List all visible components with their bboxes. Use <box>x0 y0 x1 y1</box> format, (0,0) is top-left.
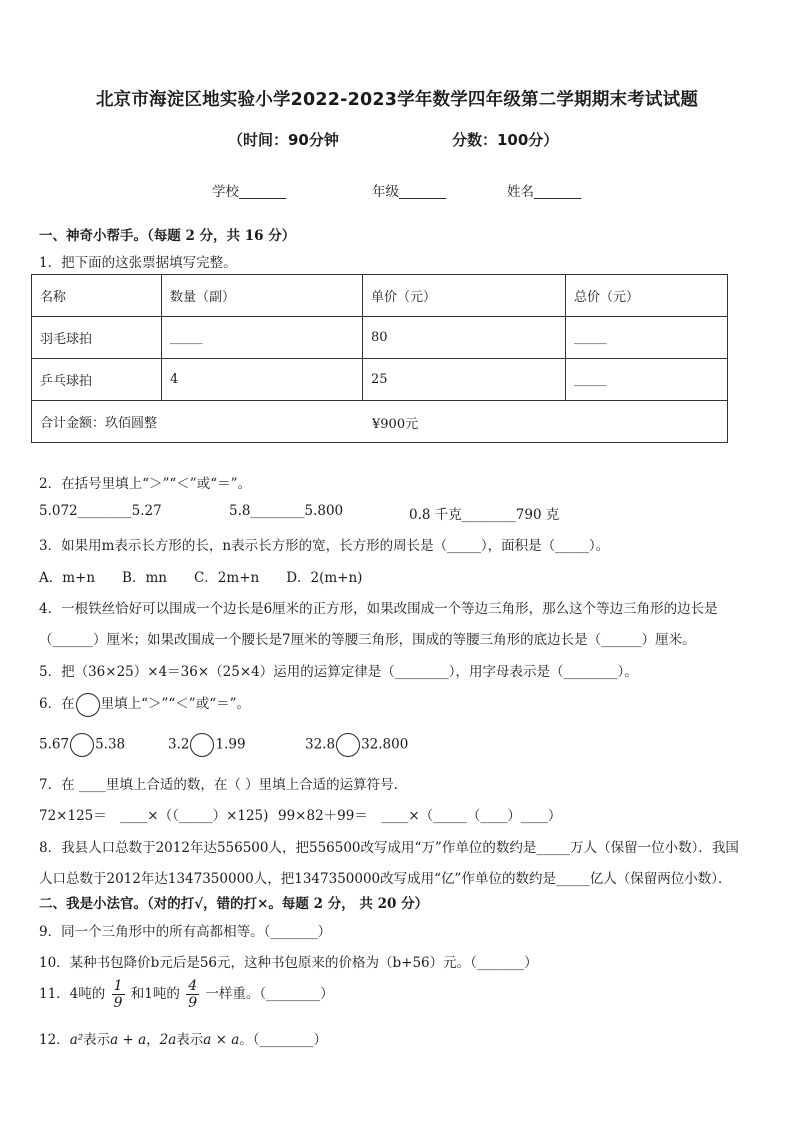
header-cell: 单价（元） <box>363 275 566 317</box>
q6-left: 5.67 <box>39 736 70 753</box>
q2-item: 5.072________5.27 <box>39 503 162 519</box>
table-header-row <box>32 275 728 317</box>
section2-heading: 二、我是小法官。（对的打√，错的打×。每题 2 分， 共 20 分） <box>39 896 429 912</box>
q6-right: 32.800 <box>361 736 409 753</box>
table-cell: 羽毛球拍 <box>32 317 162 359</box>
q12-text: 表示 <box>176 1032 204 1048</box>
question-8-line2: 人口总数于2012年达1347350000人，把1347350000改写成用“亿”作单位的数约是_____亿人（保留两位小数）． <box>39 871 732 887</box>
q2-item: 0.8 千克________790 克 <box>409 507 560 523</box>
q6-item <box>168 733 246 757</box>
name-field: 姓名_______ <box>507 184 582 200</box>
math-expression: a² <box>69 1032 84 1048</box>
question-2: 2．在括号里填上“＞”“＜”或“＝”。 <box>39 476 251 492</box>
section1-heading: 一、神奇小帮手。（每题 2 分，共 16 分） <box>39 228 296 244</box>
question-8-line1: 8．我县人口总数于2012年达556500人，把556500改写成用“万”作单位的数约是_____万人（保留一位小数）．我国 <box>39 840 739 856</box>
table-cell: _____ <box>162 317 363 359</box>
question-10: 10．某种书包降价b元后是56元，这种书包原来的价格为（b+56）元。（_______） <box>39 955 538 971</box>
question-9: 9．同一个三角形中的所有高都相等。（_______） <box>39 924 332 940</box>
total-value: ¥900元 <box>372 417 419 432</box>
fraction-four-ninths: $\frac{4}{9}$ <box>188 978 198 1011</box>
q7-item-b: 99×82＋99＝ ____×（_____（____）____） <box>278 808 562 824</box>
question-11 <box>39 978 334 1011</box>
math-expression: 2a <box>159 1032 177 1048</box>
school-field: 学校_______ <box>212 184 287 200</box>
question-5: 5．把（36×25）×4＝36×（25×4）运用的运算定律是（________），用字母表示是（________）。 <box>39 664 638 680</box>
table-total-row <box>32 401 728 443</box>
q6-prefix: 6．在 <box>39 696 75 712</box>
question-4-line2: （______）厘米；如果改围成一个腰长是7厘米的等腰三角形，围成的等腰三角形的底边长是（______）厘米。 <box>39 632 696 648</box>
q6-suffix: 里填上“＞”“＜”或“＝”。 <box>100 696 251 712</box>
table-cell: 25 <box>363 359 566 401</box>
q6-left: 32.8 <box>305 736 336 753</box>
blank-circle <box>70 733 94 757</box>
table-row <box>32 359 728 401</box>
total-label: 合计金额：玖佰圆整 <box>40 416 158 431</box>
header-cell: 数量（副） <box>162 275 363 317</box>
q12-text: 12． <box>39 1032 70 1048</box>
question-7: 7．在 ____里填上合适的数，在（ ）里填上合适的运算符号． <box>39 777 408 793</box>
exam-time: （时间：90分钟 <box>228 131 339 149</box>
page-title: 北京市海淀区地实验小学2022-2023学年数学四年级第二学期期末考试试题 <box>95 90 699 110</box>
grade-field: 年级_______ <box>372 184 447 200</box>
total-cell <box>32 401 728 443</box>
blank-circle <box>190 733 214 757</box>
question-6 <box>39 692 250 717</box>
q6-right: 5.38 <box>95 736 126 753</box>
blank-circle <box>336 733 360 757</box>
table-cell: 80 <box>363 317 566 359</box>
math-expression: a + a <box>110 1032 147 1048</box>
table-cell: _____ <box>566 317 728 359</box>
q6-item <box>305 733 408 757</box>
math-expression: a × a <box>203 1032 240 1048</box>
q2-item: 5.8________5.800 <box>229 503 344 519</box>
q12-text: 。（________） <box>239 1032 328 1048</box>
q6-item <box>39 733 125 757</box>
fraction-one-ninth: $\frac{1}{9}$ <box>113 978 123 1011</box>
receipt-table <box>31 274 728 443</box>
table-cell: _____ <box>566 359 728 401</box>
question-1: 1．把下面的这张票据填写完整。 <box>39 255 237 271</box>
exam-score: 分数：100分） <box>452 131 559 149</box>
table-cell: 乒乓球拍 <box>32 359 162 401</box>
q6-left: 3.2 <box>168 736 190 753</box>
header-cell: 名称 <box>32 275 162 317</box>
q11-text: 一样重。（________） <box>205 986 334 1002</box>
table-cell: 4 <box>162 359 363 401</box>
question-12 <box>39 1028 327 1048</box>
q6-right: 1.99 <box>215 736 246 753</box>
q3-options: A．m+n B．mn C．2m+n D．2(m+n) <box>39 570 363 586</box>
q12-text: 表示 <box>83 1032 111 1048</box>
question-4-line1: 4．一根铁丝恰好可以围成一个边长是6厘米的正方形，如果改围成一个等边三角形，那么这个等边三角形的边长是 <box>39 601 718 617</box>
header-cell: 总价（元） <box>566 275 728 317</box>
blank-circle <box>76 693 100 717</box>
q12-text: ， <box>146 1032 160 1048</box>
q7-item-a: 72×125＝ ____×（（_____）×125) <box>39 808 269 824</box>
q11-text: 和1吨的 <box>130 986 180 1002</box>
table-row <box>32 317 728 359</box>
question-3: 3．如果用m表示长方形的长，n表示长方形的宽，长方形的周长是（_____），面积是（_____）。 <box>39 538 610 554</box>
q11-text: 11．4吨的 <box>39 986 106 1002</box>
